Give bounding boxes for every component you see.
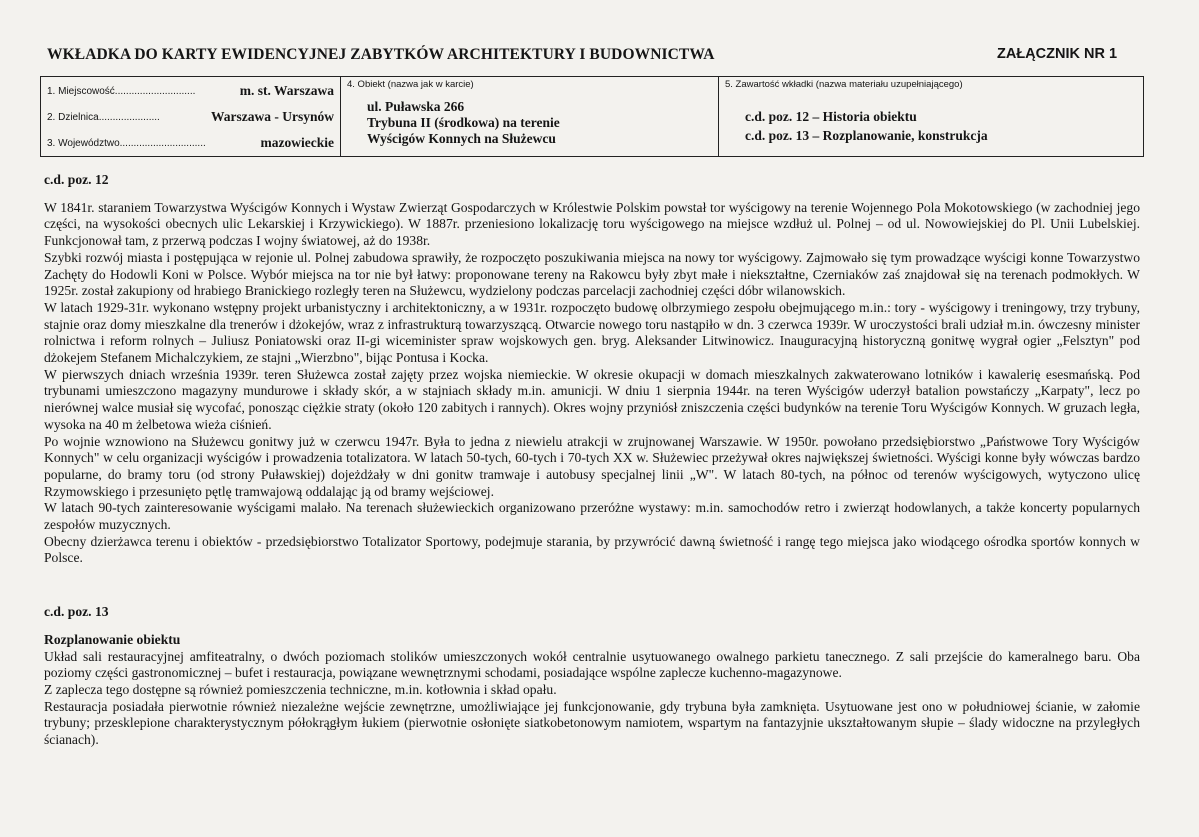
object-line: Wyścigów Konnych na Służewcu xyxy=(367,131,556,146)
district-row xyxy=(47,109,334,123)
object-column xyxy=(341,77,719,156)
section-12-heading: c.d. poz. 12 xyxy=(44,172,109,187)
object-line: ul. Puławska 266 xyxy=(367,99,465,114)
paragraph: W latach 90-tych zainteresowanie wyścigami malało. Na terenach służewieckich organizowano przeróżne wystawy: m.in. samochodów retro i zwierząt hodowlanych, a także koncerty popularnych zespołów muzycznych. xyxy=(44,500,1140,533)
district-label: 2. Dzielnica...................... xyxy=(47,112,160,123)
voivodeship-row xyxy=(47,135,334,149)
object-label: 4. Obiekt (nazwa jak w karcie) xyxy=(347,79,474,90)
paragraph: Z zaplecza tego dostępne są również pomieszczenia techniczne, m.in. kotłownia i skład opału. xyxy=(44,681,557,697)
paragraph: W pierwszych dniach września 1939r. teren Służewca został zajęty przez wojska niemieckie. W okresie okupacji w domach mieszkalnych zakwaterowano lotników i kawalerię esesmańską. Pod trybunami umieszczono magazyny mundurowe i składy skór, a w stajniach składy m.in. amunicji. W dniu 1 sierpnia 1944r. na teren Wyścigów uderzył batalion powstańczy „Karpaty", lecz po nierównej walce musiał się wycofać, ponosząc ciężkie straty (około 120 zabitych i rannych). Okres wojny przyniósł zniszczenia części budynków na terenie Toru Wyścigów Konnych. W gruzach legła, wysoka na 40 m żelbetowa wieża ciśnień. xyxy=(44,366,1140,432)
location-column xyxy=(41,77,341,156)
locality-label: 1. Miejscowość............................. xyxy=(47,86,196,97)
document-title: WKŁADKA DO KARTY EWIDENCYJNEJ ZABYTKÓW ARCHITEKTURY I BUDOWNICTWA xyxy=(47,46,715,63)
section-13-subheading: Rozplanowanie obiektu xyxy=(44,631,181,647)
section-13-heading: c.d. poz. 13 xyxy=(44,604,109,620)
locality-row xyxy=(47,83,334,97)
header-table xyxy=(40,76,1144,157)
contents-list xyxy=(745,107,988,145)
annex-label: ZAŁĄCZNIK NR 1 xyxy=(997,46,1118,62)
object-name xyxy=(367,99,560,147)
contents-label: 5. Zawartość wkładki (nazwa materiału uzupełniającego) xyxy=(725,79,963,90)
paragraph: Obecny dzierżawca terenu i obiektów - przedsiębiorstwo Totalizator Sportowy, podejmuje starania, by przywrócić dawną świetność i rangę tego miejsca jako wiodącego ośrodka sportów konnych w Polsce. xyxy=(44,533,1140,566)
contents-line: c.d. poz. 12 – Historia obiektu xyxy=(745,109,917,124)
paragraph: Restauracja posiadała pierwotnie również niezależne wejście zewnętrzne, umożliwiające jej funkcjonowanie, gdy trybuna była zamknięta. Usytuowane jest ono w południowej ścianie, w załomie trybuny; przesklepione charakterystycznym półokrągłym łukiem (pierwotnie osłonięte siatkobetonowym namiotem, wspartym na fantazyjnie ukształtowanym słupie – ślady widoczne na przyległych ścianach). xyxy=(44,698,1140,748)
paragraph: W 1841r. staraniem Towarzystwa Wyścigów Konnych i Wystaw Zwierząt Gospodarczych w Królestwie Polskim powstał tor wyścigowy na terenie Wojennego Pola Mokotowskiego (w zachodniej jego części, na wysokości obecnych ulic Lekarskiej i Krzywickiego). W 1887r. przeniesiono lokalizację toru wyścigowego na miejsce wzdłuż ul. Polnej – od ul. Nowowiejskiej do Pl. Unii Lubelskiej. Funkcjonował tam, z przerwą podczas I wojny światowej, aż do 1938r. xyxy=(44,199,1140,249)
object-line: Trybuna II (środkowa) na terenie xyxy=(367,115,560,130)
paragraph: Po wojnie wznowiono na Służewcu gonitwy już w czerwcu 1947r. Była to jedna z niewielu atrakcji w zrujnowanej Warszawie. W 1950r. powołano przedsiębiorstwo „Państwowe Tory Wyścigów Konnych" w celu organizacji wyścigów i prowadzenia totalizatora. W latach 50-tych, 60-tych i 70-tych XX w. Służewiec przeżywał okres największej świetności. Wyścigi konne były wówczas bardzo popularne, do bramy toru (od strony Puławskiej) dojeżdżały w dni gonitw tramwaje i autobusy specjalnej linii „W". W latach 80-tych, na północ od terenów wyścigowych, wytyczono ulicę Rzymowskiego i przesunięto pętlę tramwajową oddalając ją od bramy wejściowej. xyxy=(44,433,1140,499)
paragraph: W latach 1929-31r. wykonano wstępny projekt urbanistyczny i architektoniczny, a w 1931r. rozpoczęto budowę olbrzymiego zespołu obejmującego m.in.: tory - wyścigowy i treningowy, trzy trybuny, stajnie oraz domy mieszkalne dla trenerów i dżokejów, wraz z infrastrukturą towarzyszącą. Otwarcie nowego toru nastąpiło w dn. 3 czerwca 1939r. W uroczystości brali udział m.in. ówczesny minister rolnictwa i reform rolnych – Juliusz Poniatowski oraz II-gi wiceminister spraw wojskowych gen. bryg. Aleksander Litwinowicz. Inauguracyjną historyczną gonitwę wygrał ogier „Felsztyn" pod dżokejem Stefanem Michalczykiem, ze stajni „Wierzbno", bijąc Pontusa i Kocka. xyxy=(44,299,1140,366)
document-body xyxy=(44,172,1140,749)
locality-value: m. st. Warszawa xyxy=(239,83,334,98)
paragraph: Szybki rozwój miasta i postępująca w rejonie ul. Polnej zabudowa sprawiły, że rozpoczęto poszukiwania miejsca na nowy tor wyścigowy. Zajmowało się tym prowadzące wyścigi konne Towarzystwo Zachęty do Hodowli Koni w Polsce. Wybór miejsca na tor nie był łatwy: proponowane tereny na Rakowcu były zbyt małe i niekształtne, Czerniaków zaś znajdował się na terenach podmokłych. W 1925r. został zakupiony od hrabiego Branickiego rozległy teren na Służewcu, wydzielony podczas parcelacji zachodniej części dóbr wilanowskich. xyxy=(44,249,1140,299)
contents-column xyxy=(719,77,1143,156)
paragraph: Układ sali restauracyjnej amfiteatralny, o dwóch poziomach stolików umieszczonych wokół centralnie usytuowanego owalnego parkietu tanecznego. Z sali przejście do kameralnego baru. Oba poziomy części gastronomicznej – bufet i restauracja, powiązane wewnętrznymi schodami, posiadające wspólne zaplecze kuchenno-magazynowe. xyxy=(44,648,1140,681)
voivodeship-label: 3. Województwo............................... xyxy=(47,138,206,149)
section-spacer xyxy=(44,567,1140,604)
contents-line: c.d. poz. 13 – Rozplanowanie, konstrukcja xyxy=(745,128,988,143)
district-value: Warszawa - Ursynów xyxy=(211,109,334,124)
voivodeship-value: mazowieckie xyxy=(260,135,334,150)
